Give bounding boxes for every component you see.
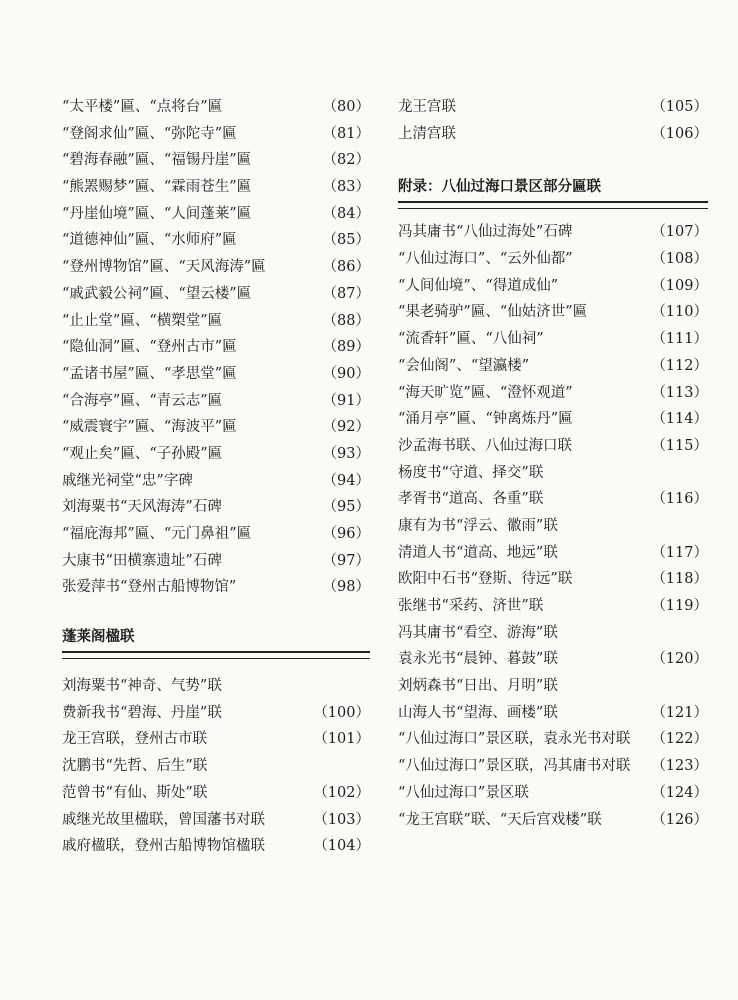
toc-entry <box>62 147 370 174</box>
entry-title: 沈鹏书“先哲、后生”联 <box>62 758 208 775</box>
toc-entry <box>62 94 370 121</box>
toc-entry <box>398 121 708 148</box>
entry-page-number: （117） <box>651 544 708 561</box>
toc-entry <box>398 273 708 300</box>
toc-entry <box>398 486 708 513</box>
entry-title: 冯其庸书“看空、游海”联 <box>398 624 558 641</box>
toc-entry <box>398 326 708 353</box>
toc-entry <box>62 414 370 441</box>
toc-entry <box>62 174 370 201</box>
entry-page-number: （83） <box>322 179 370 196</box>
entry-page-number: （96） <box>322 526 370 542</box>
entry-title: “福庇海邦”匾、“元门鼻祖”匾 <box>62 526 252 542</box>
entry-title: “人间仙境”、“得道成仙” <box>398 277 559 294</box>
entry-title: “隐仙洞”匾、“登州古市”匾 <box>62 339 237 356</box>
section-entry-list <box>62 673 370 860</box>
entry-page-number: （95） <box>322 499 370 516</box>
entry-title: 上清宫联 <box>398 125 456 142</box>
left-entry-list <box>62 94 370 601</box>
entry-title: 刘海粟书“天风海涛”石碑 <box>62 499 222 516</box>
entry-page-number: （118） <box>651 571 708 588</box>
entry-title: “果老骑驴”匾、“仙姑济世”匾 <box>398 304 588 321</box>
toc-entry <box>62 700 370 727</box>
section-entry-list <box>398 219 708 833</box>
entry-page-number: （114） <box>651 411 708 428</box>
entry-page-number: （87） <box>322 285 370 302</box>
entry-title: 张爱萍书“登州古船博物馆” <box>62 579 237 596</box>
toc-entry <box>62 308 370 335</box>
entry-title: “孟诸书屋”匾、“孝思堂”匾 <box>62 365 237 382</box>
toc-entry <box>398 299 708 326</box>
toc-entry <box>398 753 708 780</box>
entry-page-number: （123） <box>651 758 708 775</box>
entry-title: “丹崖仙境”匾、“人间蓬莱”匾 <box>62 205 252 222</box>
section-appendix <box>398 173 708 833</box>
entry-title: 龙王宫联 <box>398 99 456 115</box>
entry-page-number: （103） <box>313 811 370 828</box>
entry-title: “观止矣”匾、“子孙殿”匾 <box>62 445 223 462</box>
toc-entry <box>62 833 370 860</box>
section-title: 蓬莱阁楹联 <box>62 629 135 646</box>
entry-page-number: （84） <box>322 205 370 222</box>
toc-entry <box>398 353 708 380</box>
entry-title: 康有为书“浮云、徽雨”联 <box>398 517 558 534</box>
toc-entry <box>398 219 708 246</box>
entry-title: 费新我书“碧海、丹崖”联 <box>62 704 222 721</box>
toc-entry <box>62 726 370 753</box>
entry-page-number: （115） <box>651 437 708 454</box>
entry-title: 戚继光祠堂“忠”字碑 <box>62 472 193 489</box>
entry-page-number: （106） <box>651 125 708 142</box>
entry-title: “八仙过海口”景区联，袁永光书对联 <box>398 731 631 748</box>
entry-title: “龙王宫联”联、“天后宫戏楼”联 <box>398 811 602 828</box>
entry-page-number: （88） <box>322 312 370 329</box>
entry-title: “熊罴赐梦”匾、“霖雨苍生”匾 <box>62 179 252 196</box>
toc-entry <box>398 94 708 121</box>
toc-right-column <box>398 94 708 833</box>
toc-entry <box>62 468 370 495</box>
toc-entry <box>62 201 370 228</box>
entry-page-number: （121） <box>651 704 708 721</box>
entry-title: “止止堂”匾、“横槊堂”匾 <box>62 312 223 329</box>
entry-title: “登州博物馆”匾、“天风海涛”匾 <box>62 259 266 276</box>
entry-title: “碧海春融”匾、“福锡丹崖”匾 <box>62 152 252 169</box>
entry-title: 戚府楹联，登州古船博物馆楹联 <box>62 838 265 855</box>
toc-entry <box>398 246 708 273</box>
entry-title: 刘海粟书“神奇、气势”联 <box>62 678 222 695</box>
entry-title: “涌月亭”匾、“钟离炼丹”匾 <box>398 411 573 428</box>
entry-title: “八仙过海口”、“云外仙都” <box>398 251 573 268</box>
entry-page-number: （89） <box>322 339 370 356</box>
entry-page-number: （81） <box>322 125 370 142</box>
toc-entry <box>398 620 708 647</box>
entry-title: “八仙过海口”景区联，冯其庸书对联 <box>398 758 631 775</box>
entry-title: “戚武毅公祠”匾、“望云楼”匾 <box>62 285 252 302</box>
toc-entry <box>398 673 708 700</box>
entry-title: 杨度书“守道、择交”联 <box>398 464 544 481</box>
entry-page-number: （112） <box>651 357 708 374</box>
entry-title: “登阁求仙”匾、“弥陀寺”匾 <box>62 125 237 142</box>
entry-title: 范曾书“有仙、斯处”联 <box>62 784 208 801</box>
toc-entry <box>398 460 708 487</box>
entry-title: 刘炳森书“日出、月明”联 <box>398 678 558 695</box>
toc-entry <box>398 780 708 807</box>
entry-page-number: （91） <box>322 392 370 409</box>
entry-title: 戚继光故里楹联，曾国藩书对联 <box>62 811 265 828</box>
toc-entry <box>62 388 370 415</box>
entry-title: 山海人书“望海、画楼”联 <box>398 704 558 721</box>
entry-page-number: （108） <box>651 251 708 268</box>
toc-entry <box>398 433 708 460</box>
section-couplets <box>62 623 370 860</box>
entry-page-number: （105） <box>651 99 708 115</box>
entry-title: 冯其庸书“八仙过海处”石碑 <box>398 224 573 241</box>
entry-page-number: （110） <box>651 304 708 321</box>
entry-page-number: （124） <box>651 784 708 801</box>
toc-entry <box>398 593 708 620</box>
entry-page-number: （93） <box>322 445 370 462</box>
entry-page-number: （119） <box>651 598 708 614</box>
entry-page-number: （100） <box>313 704 370 721</box>
entry-page-number: （102） <box>313 784 370 801</box>
entry-page-number: （107） <box>651 224 708 241</box>
toc-entry <box>62 494 370 521</box>
toc-entry <box>62 361 370 388</box>
entry-title: 大康书“田横寨遗址”石碑 <box>62 552 222 569</box>
toc-entry <box>62 227 370 254</box>
toc-entry <box>62 574 370 601</box>
toc-entry <box>398 380 708 407</box>
toc-entry <box>62 673 370 700</box>
toc-entry <box>398 540 708 567</box>
entry-page-number: （111） <box>651 331 708 348</box>
entry-title: “合海亭”匾、“青云志”匾 <box>62 392 223 409</box>
entry-title: “八仙过海口”景区联 <box>398 784 529 801</box>
entry-page-number: （97） <box>322 552 370 569</box>
toc-left-column <box>62 94 370 860</box>
entry-page-number: （94） <box>322 472 370 489</box>
toc-entry <box>62 780 370 807</box>
toc-entry <box>398 726 708 753</box>
toc-entry <box>62 807 370 834</box>
toc-entry <box>398 807 708 834</box>
entry-title: 袁永光书“晨钟、暮鼓”联 <box>398 651 558 668</box>
toc-entry <box>398 566 708 593</box>
toc-entry <box>62 521 370 548</box>
toc-entry <box>62 441 370 468</box>
toc-entry <box>62 121 370 148</box>
entry-page-number: （86） <box>322 259 370 276</box>
entry-title: “太平楼”匾、“点将台”匾 <box>62 99 223 115</box>
entry-title: 沙孟海书联、八仙过海口联 <box>398 437 572 454</box>
entry-title: “流香轩”匾、“八仙祠” <box>398 331 544 348</box>
entry-page-number: （104） <box>313 838 370 855</box>
entry-title: 清道人书“道高、地远”联 <box>398 544 558 561</box>
section-title: 附录：八仙过海口景区部分匾联 <box>398 179 601 196</box>
toc-entry <box>62 281 370 308</box>
entry-page-number: （90） <box>322 365 370 382</box>
toc-entry <box>398 513 708 540</box>
entry-title: “威震寰宇”匾、“海波平”匾 <box>62 419 237 436</box>
entry-page-number: （98） <box>322 579 370 596</box>
entry-title: “海天旷览”匾、“澄怀观道” <box>398 384 573 401</box>
toc-entry <box>398 700 708 727</box>
toc-entry <box>398 646 708 673</box>
entry-page-number: （85） <box>322 232 370 249</box>
right-entry-list <box>398 94 708 147</box>
entry-title: 孝胥书“道高、各重”联 <box>398 491 544 508</box>
entry-title: “会仙阁”、“望瀛楼” <box>398 357 530 374</box>
section-title-rule <box>398 201 708 209</box>
entry-title: “道德神仙”匾、“水师府”匾 <box>62 232 237 249</box>
entry-page-number: （116） <box>651 491 708 508</box>
entry-page-number: （122） <box>651 731 708 748</box>
entry-page-number: （126） <box>651 811 708 828</box>
entry-page-number: （120） <box>651 651 708 668</box>
entry-page-number: （80） <box>322 99 370 115</box>
entry-page-number: （113） <box>651 384 708 401</box>
entry-page-number: （92） <box>322 419 370 436</box>
toc-entry <box>398 406 708 433</box>
entry-page-number: （82） <box>322 152 370 169</box>
toc-entry <box>62 753 370 780</box>
toc-entry <box>62 548 370 575</box>
entry-page-number: （109） <box>651 277 708 294</box>
toc-entry <box>62 334 370 361</box>
entry-title: 张继书“采药、济世”联 <box>398 598 544 614</box>
entry-page-number: （101） <box>313 731 370 748</box>
entry-title: 龙王宫联，登州古市联 <box>62 731 207 748</box>
toc-entry <box>62 254 370 281</box>
entry-title: 欧阳中石书“登斯、待远”联 <box>398 571 573 588</box>
section-title-rule <box>62 651 370 659</box>
